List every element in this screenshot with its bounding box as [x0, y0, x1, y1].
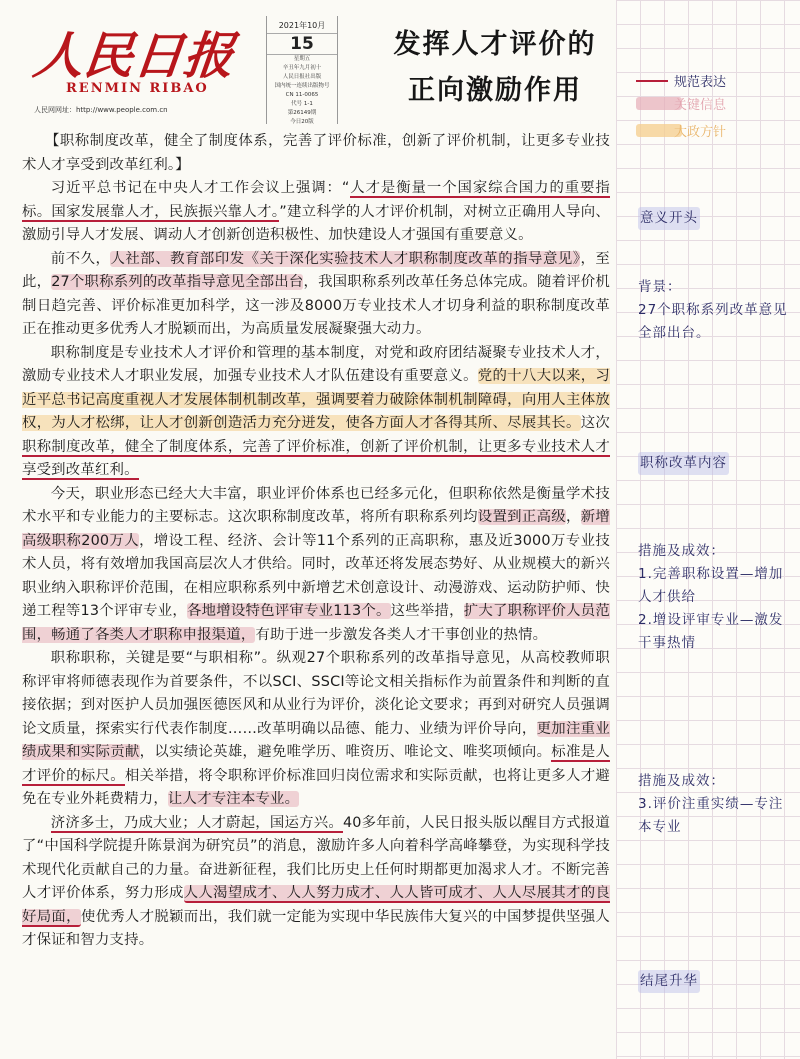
text-span: 使优秀人才脱颖而出，我们就一定能为实现中华民族伟大复兴的中国梦提供坚强人才保证和智力支持。: [22, 908, 610, 948]
note-measures-2-title: 措施及成效：: [638, 773, 725, 789]
text-span: ，增设工程、经济、会计等11个系列的正高职称，惠及近3000万专业技术人员，将有效增加我国高层次人才供给。同时，改革还将发展态势好、从业规模大的新兴职业纳入职称评价范围，在相应职称系列中新增艺术创意设计、动漫游戏、运动防护师、快递工程等13个评审专业，: [22, 532, 610, 619]
note-background: [638, 276, 788, 345]
highlight-key-info: 27个职称系列的改革指导意见全部出台: [51, 274, 304, 290]
highlight-key-info: 更加注重业绩成果和实际贡献: [22, 720, 610, 760]
headline-line-1: 发挥人才评价的: [393, 29, 597, 60]
note-conclusion: [638, 970, 788, 993]
note-background-title: 背景：: [638, 279, 682, 295]
page-count: 今日20版: [290, 119, 314, 125]
issn-code: CN 11-0065: [285, 92, 319, 98]
newspaper-logo-english: RENMIN RIBAO: [66, 81, 209, 96]
paragraph-5: [22, 647, 610, 812]
paragraph-1: [22, 177, 610, 248]
text-span: 这次: [580, 415, 610, 431]
highlight-key-info: 新增高级职称200万人: [22, 509, 610, 549]
note-intro: [638, 207, 788, 230]
note-measures-1-title: 措施及成效：: [638, 543, 725, 559]
underlined-phrase: 职称制度改革，健全了制度体系，完善了评价标准，创新了评价机制，让更多专业技术人才享受到改革红利。: [22, 438, 610, 478]
highlight-key-info: 扩大了职称评价人员范围，畅通了各类人才职称申报渠道，: [22, 603, 611, 643]
note-conclusion-tag: 结尾升华: [638, 970, 700, 993]
highlight-key-info: 各地增设特色评审专业113个。: [187, 603, 391, 619]
text-span: 今天，职业形态已经大大丰富，职业评价体系也已经多元化，但职称依然是衡量学术技术水平和专业能力的主要标志。这次职称制度改革，将所有职称系列均: [22, 485, 610, 525]
text-span: ，: [566, 509, 581, 525]
note-measures-1: [638, 540, 788, 655]
text-span: 这些举措，: [390, 603, 464, 619]
paragraph-6: [22, 812, 610, 953]
date-box: [266, 16, 338, 124]
newspaper-url: 人民网网址：http://www.people.com.cn: [34, 106, 168, 114]
highlight-key-info: 人社部、教育部印发《关于深化实验技术人才职称制度改革的指导意见》: [110, 250, 581, 267]
underlined-highlight: 人人渴望成才、人人努力成才、人人皆可成才、人人尽展其才的良好局面，: [22, 885, 610, 925]
text-span: ”建立科学的人才评价机制，对树立正确用人导向、激励引导人才发展、调动人才创新创造积极性、加快建设人才强国有重要意义。: [22, 203, 611, 243]
text-span: 职称制度是专业技术人才评价和管理的基本制度，对党和政府团结凝聚专业技术人才，激励专业技术人才职业发展，加强专业技术人才队伍建设有重要意义。: [22, 344, 610, 384]
text-span: 习近平总书记在中央人才工作会议上强调：“: [50, 180, 350, 196]
note-measures-1-body-a: 1.完善职称设置—增加人才供给: [638, 566, 784, 605]
article-summary: 【职称制度改革，健全了制度体系，完善了评价标准，创新了评价机制，让更多专业技术人才享受到改革红利。】: [22, 133, 610, 173]
paragraph-3: [22, 342, 610, 483]
issue-number: 第26149期: [287, 110, 317, 116]
newspaper-logo: 人民日报: [30, 26, 237, 85]
masthead: [30, 8, 600, 126]
underlined-phrase: 济济多士，乃成大业；人才蔚起，国运方兴。: [50, 814, 343, 831]
date-year-month: 2021年10月: [278, 21, 326, 30]
text-span: 40多年前，人民日报头版以醒目方式报道了“中国科学院提升陈景润为研究员”的消息，激励许多人向着科学高峰攀登，为实现科学技术现代化贡献自己的力量。奋进新征程，我们比历史上任何时期都更加渴求人才。不断完善人才评价体系，努力形成: [22, 814, 610, 901]
text-span: 相关举措，将令职称评价标准回归岗位需求和实际贡献，也将让更多人才避免在专业外耗费精力，: [22, 767, 610, 807]
note-measures-2-body: 3.评价注重实绩—专注本专业: [638, 796, 784, 835]
legend-underline-label: 规范表达: [674, 75, 727, 90]
issn-label: 国内统一连续出版物号: [274, 83, 330, 89]
text-span: ，至此，: [22, 250, 610, 290]
postal-code: 代号 1-1: [291, 101, 313, 107]
note-reform: [638, 452, 788, 475]
underlined-phrase: 标准是人才评价的标尺。: [22, 744, 610, 784]
note-measures-2: [638, 770, 788, 839]
text-span: 前不久，: [50, 250, 111, 267]
article-body: [22, 130, 610, 953]
notes-margin: [616, 0, 800, 1059]
text-span: ，以实绩论英雄，避免唯学历、唯资历、唯论文、唯奖项倾向。: [139, 744, 552, 760]
legend-underline-sample: [636, 80, 668, 82]
text-span: 有助于进一步激发各类人才干事创业的热情。: [255, 626, 548, 643]
article-headline: [360, 22, 616, 114]
legend-pink-label: 关键信息: [674, 98, 727, 113]
legend-yellow-label: 大政方针: [674, 125, 727, 140]
highlight-key-info: 让人才专注本专业。: [167, 791, 300, 807]
underlined-quote: 人才是衡量一个国家综合国力的重要指标。国家发展靠人才，民族振兴靠人才。: [22, 180, 610, 220]
note-measures-1-body-b: 2.增设评审专业—激发干事热情: [638, 612, 784, 651]
lunar-date: 辛丑年九月初十: [282, 65, 322, 71]
text-span: 职称职称，关键是要“与职相称”。纵观27个职称系列的改革指导意见，从高校教师职称评审将师德表现作为首要条件，不以SCI、SSCI等论文相关指标作为前置条件和判断的直接依据；到对医护人员加强医德医风和从业行为评价，淡化论文要求；再到对研究人员强调论文质量，探索实行代表作制度……改革明确以品德、能力、业绩为评价导向，: [22, 650, 610, 737]
note-reform-tag: 职称改革内容: [638, 452, 729, 475]
note-background-body: 27个职称系列改革意见全部出台。: [638, 302, 788, 341]
highlight-policy: 党的十八大以来，习近平总书记高度重视人才发展体制机制改革，强调要着力破除体制机制障碍，向用人主体放权，为人才松绑，让人才创新创造活力充分迸发，使各方面人才各得其所、尽展其长。: [22, 368, 610, 431]
weekday: 星期五: [293, 56, 311, 62]
text-span: ，我国职称系列改革任务总体完成。随着评价机制日趋完善、评价标准更加科学，这一涉及8000万专业技术人才切身利益的职称制度改革正在推动更多优秀人才脱颖而出，为高质量发展凝聚强大动力。: [22, 274, 610, 337]
highlight-key-info: 设置到正高级: [477, 509, 566, 525]
date-day: 15: [267, 33, 337, 55]
paragraph-4: [22, 483, 610, 648]
paragraph-2: [22, 248, 610, 342]
note-intro-tag: 意义开头: [638, 207, 700, 230]
publisher: 人民日报社出版: [282, 74, 322, 80]
headline-line-2: 正向激励作用: [408, 75, 582, 106]
